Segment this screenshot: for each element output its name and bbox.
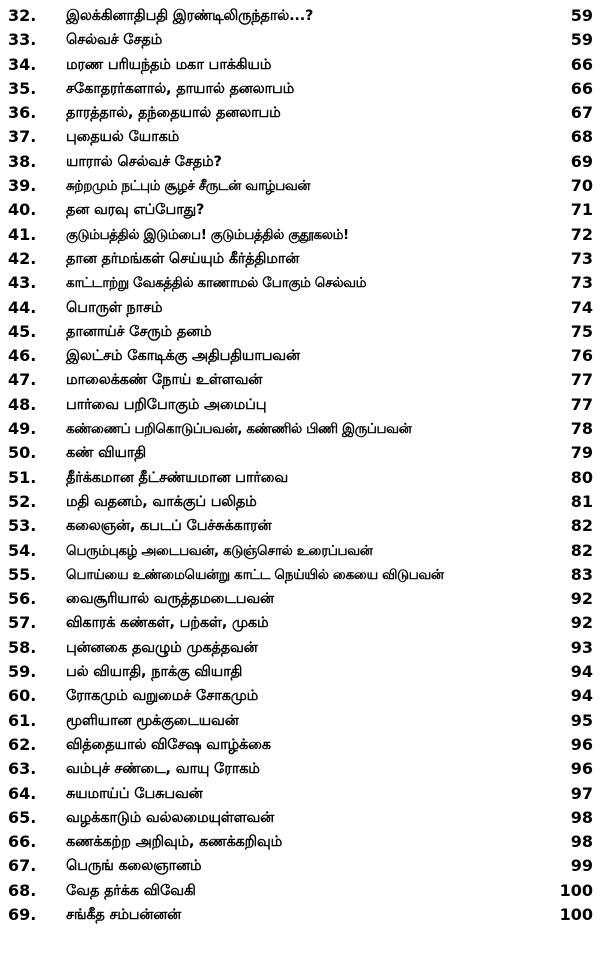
toc-entry	[0, 611, 600, 635]
entry-page: 75	[570, 321, 593, 341]
entry-number: 32.	[8, 6, 37, 25]
entry-page: 73	[570, 248, 593, 268]
entry-number: 58.	[8, 637, 37, 657]
entry-title: காட்டாற்று வேகத்தில் காணாமல் போகும் செல்வம்	[66, 275, 367, 292]
entry-number: 54.	[8, 540, 37, 560]
entry-title: சுயமாய்ப் பேசுபவன்	[66, 785, 203, 802]
entry-page: 99	[570, 856, 593, 876]
toc-entry	[0, 733, 600, 757]
entry-page: 77	[570, 370, 593, 390]
entry-title: கண் வியாதி	[66, 445, 146, 462]
entry-number: 62.	[8, 734, 37, 754]
entry-number: 37.	[8, 127, 37, 147]
entry-number: 57.	[8, 613, 37, 633]
entry-number: 36.	[8, 103, 37, 123]
entry-page: 73	[570, 273, 593, 293]
entry-page: 68	[570, 127, 593, 147]
entry-number: 67.	[8, 856, 37, 876]
entry-title: கண்ணைப் பறிகொடுப்பவன், கண்ணில் பிணி இருப்பவன்	[66, 421, 412, 438]
entry-number: 42.	[8, 248, 37, 268]
entry-number: 65.	[8, 807, 37, 827]
toc-entry	[0, 198, 600, 222]
entry-page: 95	[570, 710, 593, 730]
entry-page: 74	[570, 297, 593, 317]
entry-page: 76	[570, 346, 593, 366]
entry-page: 69	[570, 151, 593, 171]
entry-page: 59	[570, 6, 593, 25]
entry-page: 66	[570, 54, 593, 74]
entry-page: 80	[570, 467, 593, 487]
entry-page: 96	[570, 759, 593, 779]
toc-entry	[0, 757, 600, 781]
entry-number: 39.	[8, 176, 37, 196]
toc-entry	[0, 466, 600, 490]
entry-title: இலக்கினாதிபதி இரண்டிலிருந்தால்...?	[66, 8, 314, 24]
entry-page: 98	[570, 807, 593, 827]
entry-title: மரண பரியந்தம் மகா பாக்கியம்	[66, 56, 272, 73]
entry-title: வேத தர்க்க விவேகி	[66, 882, 196, 899]
entry-title: வித்தையால் விசேஷ வாழ்க்கை	[66, 736, 271, 753]
entry-page: 83	[570, 564, 593, 584]
entry-title: புன்னகை தவழும் முகத்தவன்	[66, 639, 258, 656]
entry-title: தாரத்தால், தந்தையால் தனலாபம்	[66, 105, 281, 122]
entry-number: 56.	[8, 589, 37, 609]
entry-number: 61.	[8, 710, 37, 730]
entry-number: 60.	[8, 686, 37, 706]
toc-entry	[0, 587, 600, 611]
entry-title: தீர்க்கமான தீட்சண்யமான பார்வை	[66, 469, 289, 486]
entry-title: குடும்பத்தில் இடும்பை! குடும்பத்தில் குதூகலம்!	[66, 226, 349, 243]
toc-entry	[0, 4, 600, 28]
toc-entry	[0, 344, 600, 368]
toc-entry	[0, 296, 600, 320]
toc-entry	[0, 782, 600, 806]
entry-number: 47.	[8, 370, 37, 390]
toc-entry	[0, 101, 600, 125]
entry-title: சகோதரர்களால், தாயால் தனலாபம்	[66, 80, 295, 97]
entry-page: 59	[570, 30, 593, 50]
entry-title: வைசூரியால் வருத்தமடைபவன்	[66, 591, 274, 608]
toc-entry	[0, 563, 600, 587]
entry-title: தான தர்மங்கள் செய்யும் கீர்த்திமான்	[66, 250, 300, 267]
entry-number: 34.	[8, 54, 37, 74]
toc-entry	[0, 854, 600, 878]
toc-entry	[0, 174, 600, 198]
entry-page: 100	[559, 904, 593, 924]
entry-page: 79	[570, 443, 593, 463]
toc-entry	[0, 417, 600, 441]
entry-number: 35.	[8, 78, 37, 98]
entry-page: 78	[570, 419, 593, 439]
toc-entry	[0, 636, 600, 660]
toc-entry	[0, 806, 600, 830]
entry-title: வழக்காடும் வல்லமையுள்ளவன்	[66, 809, 275, 826]
toc-entry	[0, 514, 600, 538]
entry-number: 59.	[8, 662, 37, 682]
entry-title: பார்வை பறிபோகும் அமைப்பு	[66, 396, 267, 413]
entry-number: 40.	[8, 200, 37, 220]
entry-number: 46.	[8, 346, 37, 366]
toc-entry	[0, 441, 600, 465]
toc-entry	[0, 271, 600, 295]
entry-page: 94	[570, 662, 593, 682]
entry-number: 66.	[8, 832, 37, 852]
entry-title: கலைஞன், கபடப் பேச்சுக்காரன்	[66, 518, 272, 535]
entry-title: சுற்றமும் நட்பும் சூழச் சீருடன் வாழ்பவன்	[66, 178, 311, 195]
entry-title: செல்வச் சேதம்	[66, 32, 163, 49]
toc-entry	[0, 150, 600, 174]
entry-title: இலட்சம் கோடிக்கு அதிபதியாபவன்	[66, 348, 300, 365]
toc-entry	[0, 903, 600, 927]
toc-entry	[0, 709, 600, 733]
toc-entry	[0, 53, 600, 77]
entry-page: 67	[570, 103, 593, 123]
entry-title: பொருள் நாசம்	[66, 299, 163, 316]
toc-entry	[0, 247, 600, 271]
entry-number: 52.	[8, 491, 37, 511]
toc-entry	[0, 684, 600, 708]
entry-number: 44.	[8, 297, 37, 317]
entry-number: 53.	[8, 516, 37, 536]
toc-entry	[0, 393, 600, 417]
entry-number: 68.	[8, 880, 37, 900]
toc-entry	[0, 660, 600, 684]
entry-number: 55.	[8, 564, 37, 584]
entry-title: தானாய்ச் சேரும் தனம்	[66, 323, 212, 340]
entry-number: 51.	[8, 467, 37, 487]
toc-entry	[0, 77, 600, 101]
entry-number: 38.	[8, 151, 37, 171]
entry-page: 94	[570, 686, 593, 706]
entry-number: 48.	[8, 394, 37, 414]
entry-page: 72	[570, 224, 593, 244]
toc-entry	[0, 490, 600, 514]
toc-entry	[0, 320, 600, 344]
entry-page: 98	[570, 832, 593, 852]
entry-title: மூளியான மூக்குடையவன்	[66, 712, 239, 729]
toc-entry	[0, 28, 600, 52]
entry-number: 50.	[8, 443, 37, 463]
entry-page: 70	[570, 176, 593, 196]
entry-page: 97	[570, 783, 593, 803]
entry-page: 81	[570, 491, 593, 511]
entry-number: 33.	[8, 30, 37, 50]
entry-number: 64.	[8, 783, 37, 803]
entry-page: 66	[570, 78, 593, 98]
entry-title: வம்புச் சண்டை, வாயு ரோகம்	[66, 761, 260, 778]
entry-page: 100	[559, 880, 593, 900]
toc-entry	[0, 539, 600, 563]
entry-number: 49.	[8, 419, 37, 439]
entry-title: சங்கீத சம்பன்னன்	[66, 906, 181, 923]
toc-entry	[0, 223, 600, 247]
entry-number: 41.	[8, 224, 37, 244]
entry-page: 82	[570, 516, 593, 536]
entry-title: தன வரவு எப்போது?	[66, 202, 205, 219]
entry-number: 69.	[8, 904, 37, 924]
entry-title: யாரால் செல்வச் சேதம்?	[66, 153, 222, 170]
entry-page: 96	[570, 734, 593, 754]
entry-number: 43.	[8, 273, 37, 293]
entry-title: மதி வதனம், வாக்குப் பலிதம்	[66, 493, 257, 510]
entry-page: 93	[570, 637, 593, 657]
entry-title: பெரும்புகழ் அடைபவன், கடுஞ்சொல் உரைப்பவன்	[66, 542, 373, 559]
toc-entry	[0, 125, 600, 149]
entry-page: 82	[570, 540, 593, 560]
entry-page: 92	[570, 613, 593, 633]
entry-title: பொய்யை உண்மையென்று காட்ட நெய்யில் கையை விடுபவன்	[66, 566, 444, 583]
entry-title: பல் வியாதி, நாக்கு வியாதி	[66, 664, 243, 681]
toc-entry	[0, 830, 600, 854]
entry-number: 45.	[8, 321, 37, 341]
entry-page: 77	[570, 394, 593, 414]
entry-page: 71	[570, 200, 593, 220]
entry-title: பெருங் கலைஞானம்	[66, 858, 202, 875]
entry-title: மாலைக்கண் நோய் உள்ளவன்	[66, 372, 263, 389]
entry-title: ரோகமும் வறுமைச் சோகமும்	[66, 688, 259, 705]
toc-entry	[0, 368, 600, 392]
entry-title: விகாரக் கண்கள், பற்கள், முகம்	[66, 615, 269, 632]
entry-title: கணக்கற்ற அறிவும், கணக்கறிவும்	[66, 834, 283, 851]
entry-page: 92	[570, 589, 593, 609]
entry-number: 63.	[8, 759, 37, 779]
toc-entry	[0, 879, 600, 903]
entry-title: புதையல் யோகம்	[66, 129, 180, 146]
